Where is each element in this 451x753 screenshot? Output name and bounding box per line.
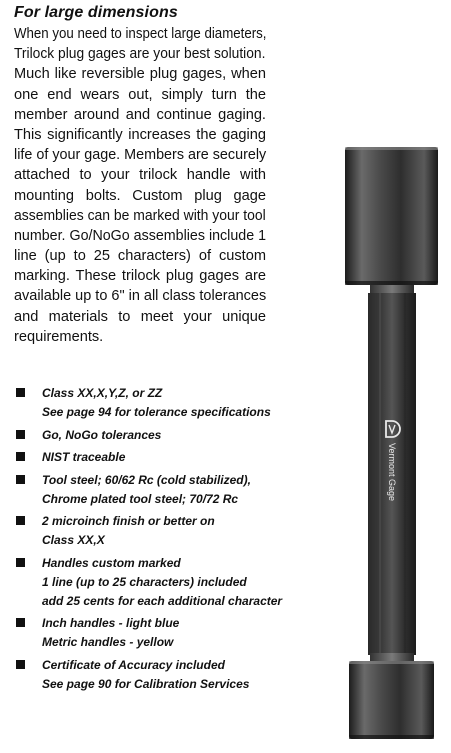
feature-line: Class XX,X,Y,Z, or ZZ (42, 386, 163, 400)
feature-line: Metric handles - yellow (42, 635, 174, 649)
trilock-plug-gage-image (345, 143, 440, 743)
feature-line: Inch handles - light blue (42, 616, 180, 630)
body-line: line (up to 25 characters) of custom (14, 248, 266, 265)
feature-line: Class XX,X (42, 533, 105, 547)
feature-item (14, 512, 314, 550)
feature-line: Tool steel; 60/62 Rc (cold stabilized), (42, 472, 251, 487)
body-line: assemblies can be marked with your tool (14, 207, 266, 224)
bullet-square-icon (16, 475, 25, 484)
feature-list (14, 384, 314, 697)
body-line: life of your gage. Members are securely (14, 147, 267, 164)
feature-item (14, 554, 314, 611)
handle-marking: Vermont Gage (387, 443, 397, 502)
bullet-square-icon (16, 388, 25, 397)
feature-item (14, 471, 314, 509)
body-line: mounting bolts. Custom plug gage (14, 187, 266, 204)
feature-item (14, 426, 314, 445)
bullet-square-icon (16, 618, 25, 627)
body-text (14, 24, 266, 347)
feature-line: 2 microinch finish or better on (42, 514, 215, 528)
feature-line: See page 90 for Calibration Services (42, 676, 250, 691)
bullet-square-icon (16, 516, 25, 525)
feature-line: See page 94 for tolerance specifications (42, 405, 271, 419)
body-line: marking. These trilock plug gages are (14, 268, 266, 285)
body-line: number. Go/NoGo assemblies include 1 (14, 227, 267, 244)
body-line: Trilock plug gages are your best solution. (14, 46, 266, 63)
body-line: When you need to inspect large diameters, (14, 26, 267, 42)
feature-line: Handles custom marked (42, 555, 181, 570)
feature-item (14, 614, 314, 652)
body-line: one end wears out, simply turn the (14, 86, 266, 103)
body-line: and materials to meet your unique (14, 308, 266, 325)
bullet-square-icon (16, 452, 25, 461)
body-line: Much like reversible plug gages, when (14, 66, 266, 83)
bullet-square-icon (16, 430, 25, 439)
body-line: available up to 6" in all class tolerances (14, 288, 267, 305)
body-line: member around and continue gaging. (14, 106, 266, 123)
feature-item (14, 656, 314, 694)
feature-line: add 25 cents for each additional character (42, 593, 283, 608)
section-heading: For large dimensions (14, 4, 178, 21)
feature-line: 1 line (up to 25 characters) included (42, 574, 247, 589)
feature-item (14, 384, 314, 422)
bullet-square-icon (16, 660, 25, 669)
feature-line: NIST traceable (42, 450, 126, 464)
body-line: This significantly increases the gaging (14, 126, 266, 143)
feature-line: Chrome plated tool steel; 70/72 Rc (42, 491, 239, 506)
feature-item (14, 448, 314, 467)
top-gage-member (345, 147, 438, 285)
feature-line: Certificate of Accuracy included (42, 657, 225, 672)
bottom-gage-member (349, 661, 434, 739)
body-line: attached to your trilock handle with (14, 167, 266, 184)
bullet-square-icon (16, 558, 25, 567)
body-line: requirements. (14, 328, 104, 345)
feature-line: Go, NoGo tolerances (42, 427, 162, 442)
